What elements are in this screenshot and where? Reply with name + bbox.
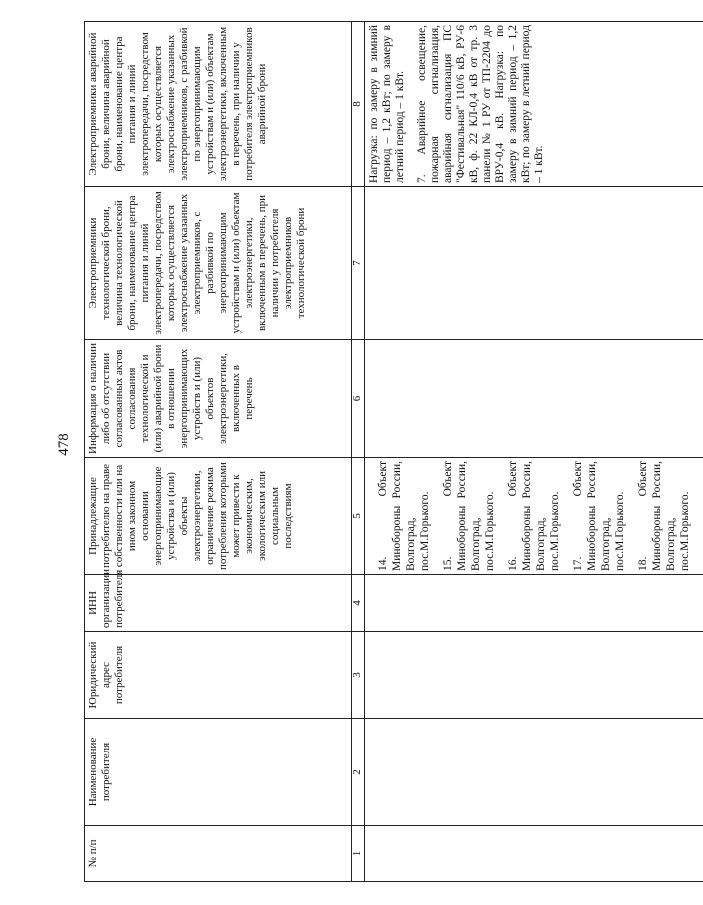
- header-cell-devices: Принадлежащие потребителю на праве собственности или на ином законном основании энергопринимающие устройства и (или) объекты электроэнергетики, ограничение режима потребления которыми может привести к экономическим, экологическим или социальным последствиям: [85, 458, 352, 575]
- cell-address: [365, 632, 703, 719]
- cell-inn: [365, 575, 703, 632]
- header-cell-acts-info: Информация о наличии либо об отсутствии согласованных актов согласования технологической и (или) аварийной брони в отношении энергопринимающих устройств и (или) объектов электроэнергетики, включенных в перечень: [85, 340, 352, 458]
- column-number: 6: [352, 340, 365, 458]
- object-entry: 14. Объект Минобороны России, Волгоград, пос.М.Горького.: [377, 461, 431, 571]
- consumers-table: [84, 21, 703, 882]
- rotated-table-container: [84, 22, 691, 882]
- column-number: 8: [352, 22, 365, 187]
- column-number: 5: [352, 458, 365, 575]
- object-entry: 15. Объект Минобороны России, Волгоград, пос.М.Горького.: [442, 461, 496, 571]
- cell-number: [365, 826, 703, 882]
- column-number: 4: [352, 575, 365, 632]
- object-entry: 17. Объект Минобороны России, Волгоград, пос.М.Горького.: [572, 461, 626, 571]
- header-cell-address: Юридический адрес потребителя: [85, 632, 352, 719]
- cell-name: [365, 719, 703, 826]
- cell-devices: [365, 458, 703, 575]
- header-cell-tech-reserve: Электроприемники технологической брони, величина технологической брони, наименование центра питания и линий электропередачи, посредством которых осуществляется электроснабжение указанных электроприемников, с разбивкой по энергопринимающим устройствам и (или) объектам электроэнергетики, включенным в перечень, при наличии у потребителя электроприемников технологической брони: [85, 187, 352, 340]
- header-cell-inn: ИНН организации потребителя: [85, 575, 352, 632]
- cell-tech-reserve: [365, 187, 703, 340]
- document-table-frame: [84, 22, 691, 882]
- cell-emergency-reserve: [365, 22, 703, 187]
- header-cell-number: № п/п: [85, 826, 352, 882]
- header-cell-emergency-reserve: Электроприемники аварийной брони, величина аварийной брони, наименование центра питания и линий электропередачи, посредством которых осуществляется электроснабжение указанных электроприемников, с разбивкой по энергопринимающим устройствам и (или) объектам электроэнергетики, включенным в перечень, при наличии у потребителя электроприемников аварийной брони: [85, 22, 352, 187]
- table-row: [365, 22, 703, 882]
- load-note: Нагрузка: по замеру в зимний период – 1,2 кВт; по замеру в летний период – 1 кВт.: [368, 25, 406, 183]
- header-cell-name: Наименование потребителя: [85, 719, 352, 826]
- object-entry: 16. Объект Минобороны России, Волгоград, пос.М.Горького.: [507, 461, 561, 571]
- cell-acts-info: [365, 340, 703, 458]
- column-number: 7: [352, 187, 365, 340]
- column-number: 3: [352, 632, 365, 719]
- object-entry: 18. Объект Минобороны России, Волгоград, пос.М.Горького.: [637, 461, 691, 571]
- column-number: 1: [352, 826, 365, 882]
- emergency-item-note: 7. Аварийное освещение, пожарная сигнализация, аварийная сигнализация ПС "Фестивальная" 110/6 кВ, РУ-6 кВ, ф. 22 КЛ-0,4 кВ от тр. 3 панели № 1 РУ от ТП-2204 до ВРУ-0,4 кВ. Нагрузка: по замеру в зимний период – 1,2 кВт; по замеру в летний период – 1 кВт.: [416, 25, 545, 183]
- page-number: 478: [55, 433, 72, 456]
- column-number-row: [352, 22, 365, 882]
- header-row: [85, 22, 352, 882]
- column-number: 2: [352, 719, 365, 826]
